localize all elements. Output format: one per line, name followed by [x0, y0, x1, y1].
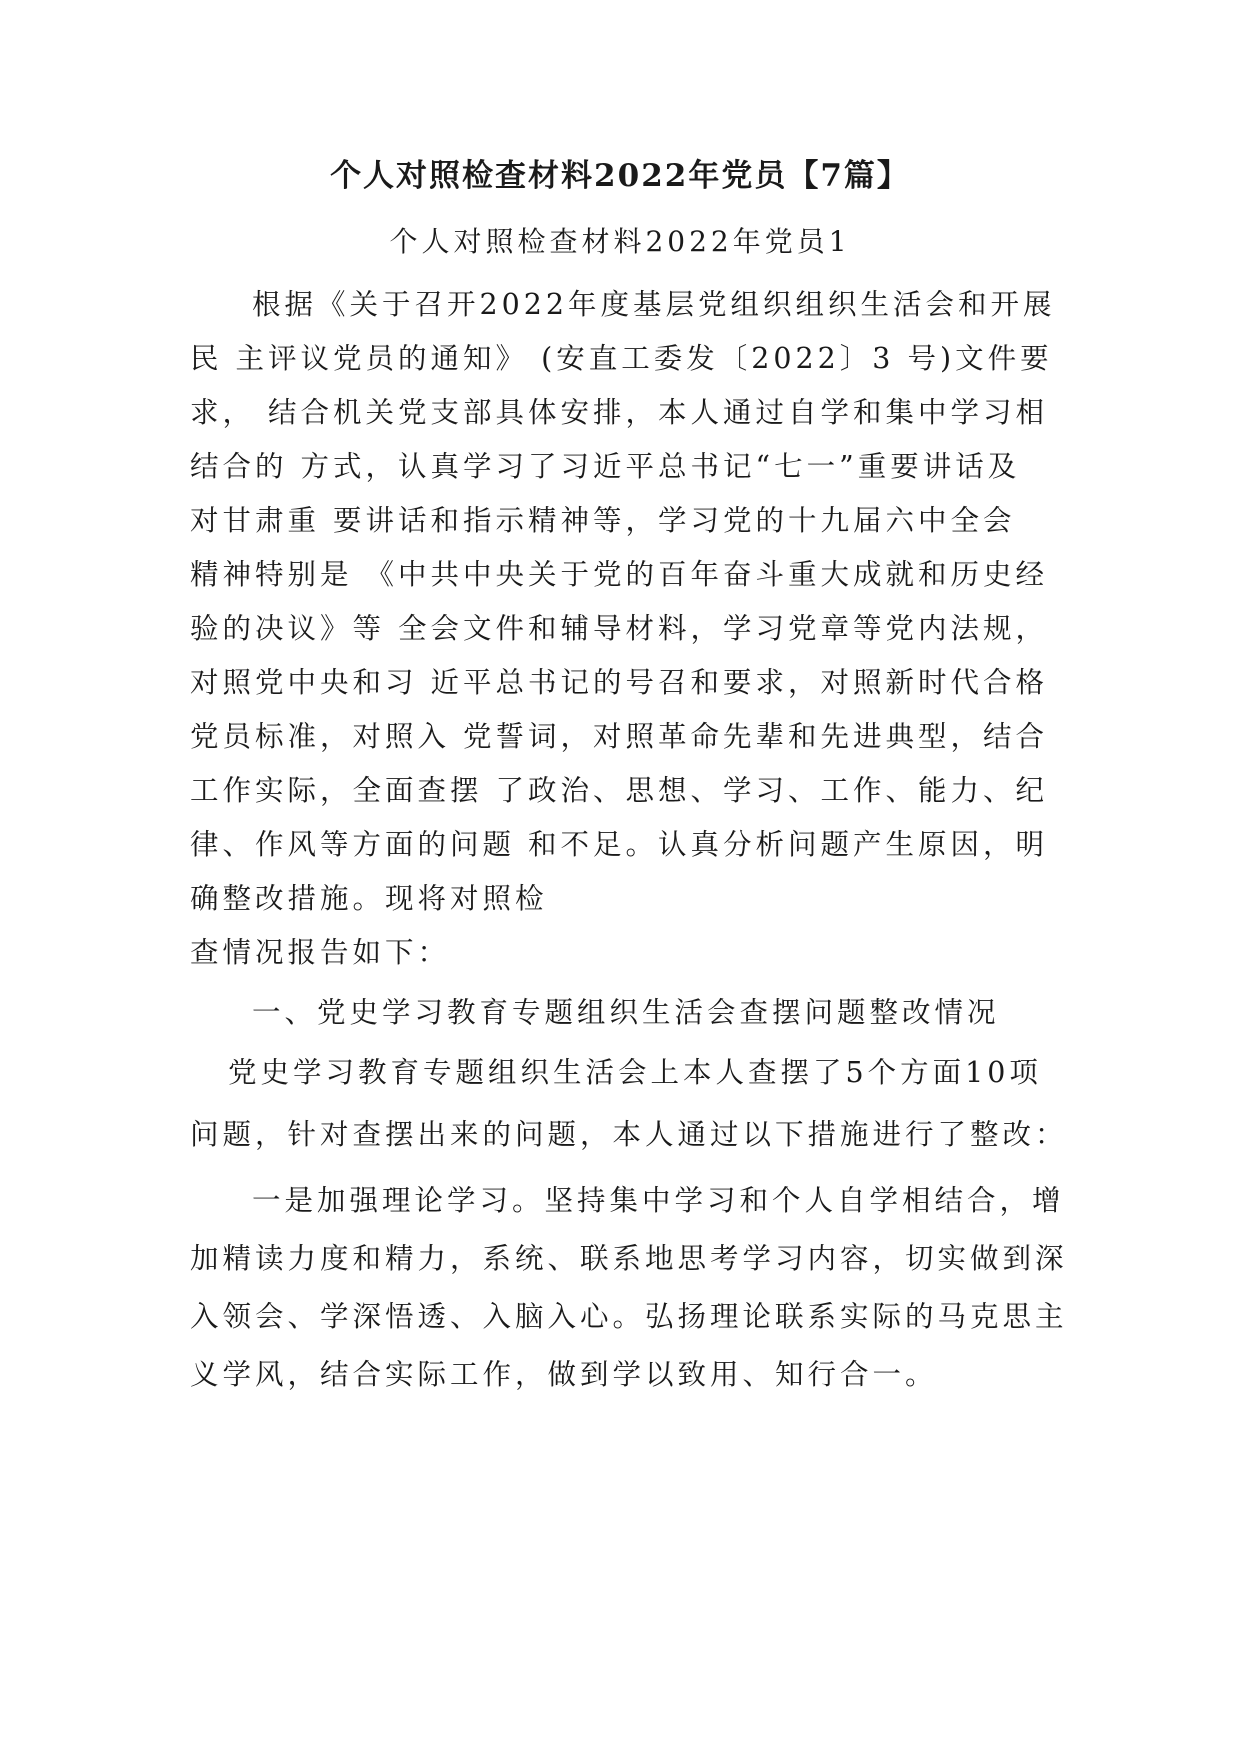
paragraph-line: 结合的 方式，认真学习了习近平总书记“七一”重要讲话及 — [190, 450, 1021, 483]
paragraph-line: 党史学习教育专题组织生活会上本人查摆了5个方面10项 — [228, 1056, 1042, 1089]
paragraph-line: 加精读力度和精力，系统、联系地思考学习内容，切实做到深 — [190, 1242, 1068, 1275]
paragraph-line: 律、作风等方面的问题 和不足。认真分析问题产生原因，明 — [190, 828, 1049, 861]
paragraph-line: 对照党中央和习 近平总书记的号召和要求，对照新时代合格 — [190, 666, 1049, 699]
document-subtitle: 个人对照检查材料2022年党员1 — [389, 225, 851, 258]
paragraph-line: 求， 结合机关党支部具体安排，本人通过自学和集中学习相 — [190, 396, 1049, 429]
paragraph-line: 民 主评议党员的通知》 (安直工委发〔2022〕3 号)文件要 — [190, 342, 1053, 375]
paragraph-line: 查情况报告如下： — [190, 936, 451, 969]
paragraph-line: 验的决议》等 全会文件和辅导材料，学习党章等党内法规， — [190, 612, 1049, 645]
paragraph-line: 党员标准，对照入 党誓词，对照革命先辈和先进典型，结合 — [190, 720, 1049, 753]
paragraph-line: 确整改措施。现将对照检 — [190, 882, 548, 915]
paragraph-line: 工作实际，全面查摆 了政治、思想、学习、工作、能力、纪 — [190, 774, 1049, 807]
paragraph-line: 精神特别是 《中共中央关于党的百年奋斗重大成就和历史经 — [190, 558, 1049, 591]
section-heading: 一、党史学习教育专题组织生活会查摆问题整改情况 — [252, 996, 1000, 1029]
paragraph-line: 义学风，结合实际工作，做到学以致用、知行合一。 — [190, 1358, 938, 1391]
paragraph-line: 根据《关于召开2022年度基层党组织组织生活会和开展 — [252, 288, 1056, 321]
paragraph-line: 一是加强理论学习。坚持集中学习和个人自学相结合，增 — [252, 1184, 1065, 1217]
document-title: 个人对照检查材料2022年党员【7篇】 — [330, 158, 910, 194]
paragraph-line: 入领会、学深悟透、入脑入心。弘扬理论联系实际的马克思主 — [190, 1300, 1068, 1333]
paragraph-line: 对甘肃重 要讲话和指示精神等，学习党的十九届六中全会 — [190, 504, 1016, 537]
paragraph-line: 问题，针对查摆出来的问题，本人通过以下措施进行了整改： — [190, 1118, 1068, 1151]
